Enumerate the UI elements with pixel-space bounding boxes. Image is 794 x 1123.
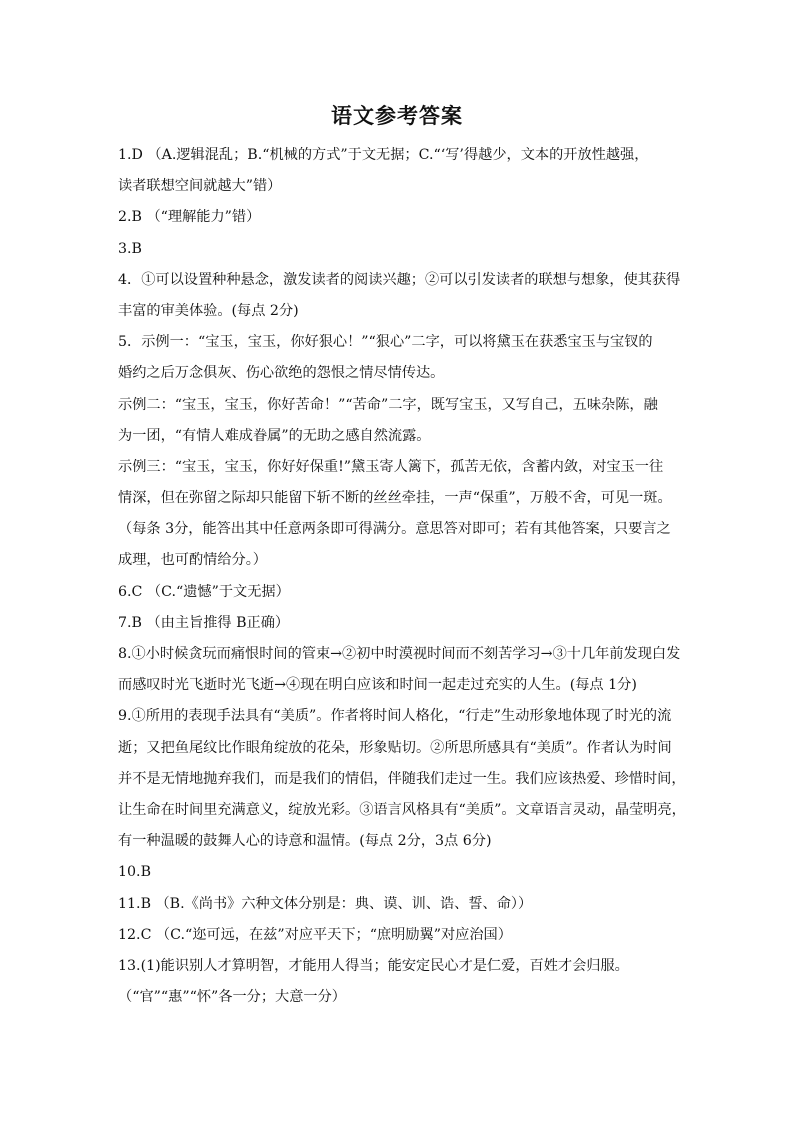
text-line: 读者联想空间就越大”错） [118,178,282,195]
text-line: 11.B （B.《尚书》六种文体分别是：典、谟、训、诰、誓、命）） [118,895,533,912]
text-line: 3.B [118,240,142,257]
answer-content [118,140,686,1013]
text-line: 成理，也可酌情给分。） [118,552,267,569]
text-line: 并不是无情地抛弃我们，而是我们的情侣，伴随我们走过一生。我们应该热爱、珍惜时间， [118,770,686,787]
text-line: 5．示例一：“宝玉，宝玉，你好狠心！”“狠心”二字，可以将黛玉在获悉宝玉与宝钗的 [118,334,653,351]
text-line: 而感叹时光飞逝时光飞逝→④现在明白应该和时间一起走过充实的人生。(每点 1分) [118,677,637,694]
text-line: 8.①小时候贪玩而痛恨时间的管束→②初中时漠视时间而不刻苦学习→③十几年前发现白发 [118,646,681,662]
text-line: 示例二：“宝玉，宝玉，你好苦命！”“苦命”二字，既写宝玉，又写自己，五味杂陈，融 [118,396,658,413]
text-line: 12.C （C.“迩可远，在兹”对应平天下；“庶明励翼”对应治国） [118,926,512,943]
text-line: 示例三：“宝玉，宝玉，你好好保重!”黛玉寄人篱下，孤苦无依，含蓄内敛，对宝玉一往 [118,458,664,475]
text-line: 为一团，“有情人难成眷属”的无助之感自然流露。 [118,427,431,444]
text-line: 逝；又把鱼尾纹比作眼角绽放的花朵，形象贴切。②所思所感具有“美质”。作者认为时间 [118,739,672,756]
text-line: 有一种温暖的鼓舞人心的诗意和温情。(每点 2分，3点 6分) [118,833,492,850]
page-title: 语文参考答案 [331,103,463,128]
text-line: 4．①可以设置种种悬念，激发读者的阅读兴趣；②可以引发读者的联想与想象，使其获得 [118,271,681,288]
text-line: 2.B （“理解能力”错） [118,209,261,226]
text-line: 情深，但在弥留之际却只能留下斩不断的丝丝牵挂，一声“保重”，万般不舍，可见一斑。 [118,490,672,507]
text-line: 让生命在时间里充满意义，绽放光彩。③语言风格具有“美质”。文章语言灵动，晶莹明亮， [118,801,686,818]
text-line: 13.(1)能识别人才算明智，才能用人得当；能安定民心才是仁爱，百姓才会归服。 [118,957,629,974]
text-line: （“官”“惠”“怀”各一分；大意一分） [118,989,346,1006]
text-line: （每条 3分，能答出其中任意两条即可得满分。意思答对即可；若有其他答案，只要言之 [118,521,671,538]
text-line: 6.C （C.“遗憾”于文无据） [118,583,290,600]
text-line: 7.B （由主旨推得 B正确） [118,614,290,631]
text-line: 9.①所用的表现手法具有“美质”。作者将时间人格化，“行走”生动形象地体现了时光的流 [118,708,672,725]
text-line: 婚约之后万念俱灰、伤心欲绝的怨恨之情尽情传达。 [118,365,445,382]
text-line: 10.B [118,864,151,881]
text-line: 1.D （A.逻辑混乱；B.“机械的方式”于文无据；C.“‘写’得越少，文本的开放性越强， [118,147,649,163]
text-line: 丰富的审美体验。(每点 2分) [118,302,299,319]
